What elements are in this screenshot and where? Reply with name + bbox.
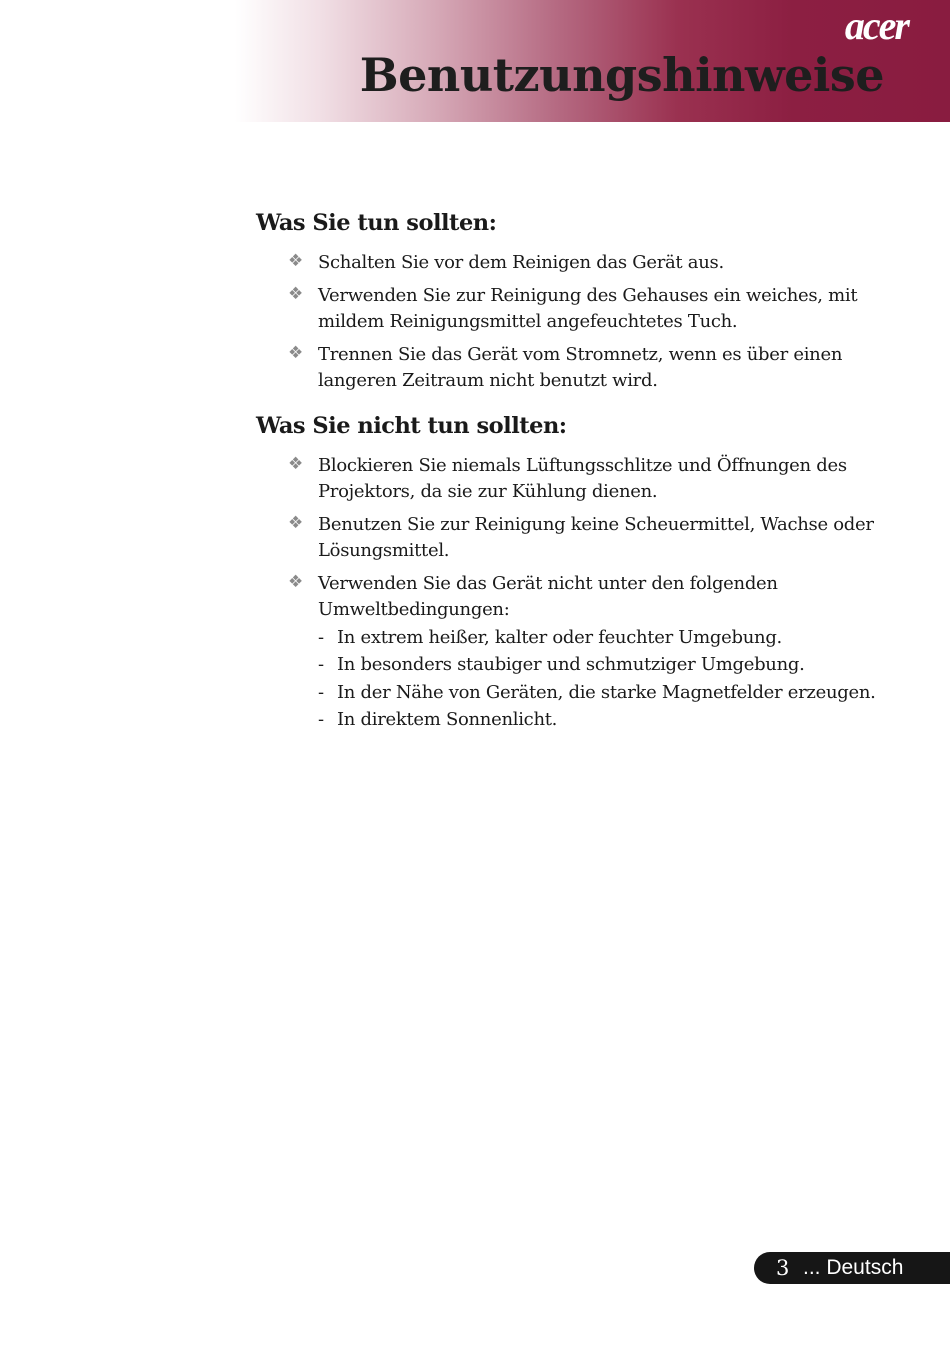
diamond-bullet-icon: ❖ — [288, 251, 304, 271]
list-item-text: Blockieren Sie niemals Lüftungsschlitze und Öffnungen des Projektors, da sie zur Kühlung dienen. — [318, 454, 847, 502]
page-title: Benutzungshinweise — [359, 48, 884, 102]
environment-sublist — [318, 624, 906, 734]
sub-list-item — [318, 706, 906, 734]
list-item — [256, 250, 906, 277]
dash-bullet: - — [318, 626, 324, 648]
diamond-bullet-icon: ❖ — [288, 453, 304, 474]
diamond-bullet-icon: ❖ — [288, 283, 304, 304]
list-item — [256, 571, 906, 734]
diamond-bullet-icon: ❖ — [288, 512, 304, 533]
list-item — [256, 342, 906, 395]
dash-bullet: - — [318, 654, 324, 675]
list-item — [256, 453, 906, 506]
dash-bullet: - — [318, 709, 324, 730]
dont-list — [256, 453, 906, 734]
sub-list-item-text: In direktem Sonnenlicht. — [337, 709, 558, 730]
language-label: ... Deutsch — [803, 1256, 904, 1279]
main-content — [256, 210, 906, 744]
list-item — [256, 512, 906, 565]
list-item-text: Verwenden Sie zur Reinigung des Gehauses ein weiches, mit mildem Reinigungsmittel angefeuchtetes Tuch. — [318, 284, 858, 332]
sub-list-item — [318, 651, 906, 679]
sub-list-item — [318, 624, 906, 652]
list-item-text: Benutzen Sie zur Reinigung keine Scheuermittel, Wachse oder Lösungsmittel. — [318, 513, 874, 561]
sub-list-item-text: In besonders staubiger und schmutziger Umgebung. — [337, 654, 805, 675]
diamond-bullet-icon: ❖ — [288, 571, 304, 592]
list-item-text: Trennen Sie das Gerät vom Stromnetz, wenn es über einen langeren Zeitraum nicht benutzt wird. — [318, 343, 843, 391]
sub-list-item — [318, 679, 906, 707]
dash-bullet: - — [318, 681, 324, 703]
diamond-bullet-icon: ❖ — [288, 342, 304, 363]
section-heading-dont: Was Sie nicht tun sollten: — [256, 412, 567, 439]
page-number: 3 — [776, 1256, 790, 1280]
acer-logo: acer — [844, 3, 908, 48]
list-item-text: Verwenden Sie das Gerät nicht unter den folgenden Umweltbedingungen: — [318, 572, 778, 620]
do-list — [256, 250, 906, 395]
list-item — [256, 283, 906, 336]
section-heading-do: Was Sie tun sollten: — [256, 210, 497, 236]
page-footer-tab — [754, 1252, 950, 1284]
sub-list-item-text: In extrem heißer, kalter oder feuchter Umgebung. — [337, 626, 782, 648]
sub-list-item-text: In der Nähe von Geräten, die starke Magnetfelder erzeugen. — [337, 681, 876, 703]
list-item-text: Schalten Sie vor dem Reinigen das Gerät aus. — [318, 252, 724, 273]
